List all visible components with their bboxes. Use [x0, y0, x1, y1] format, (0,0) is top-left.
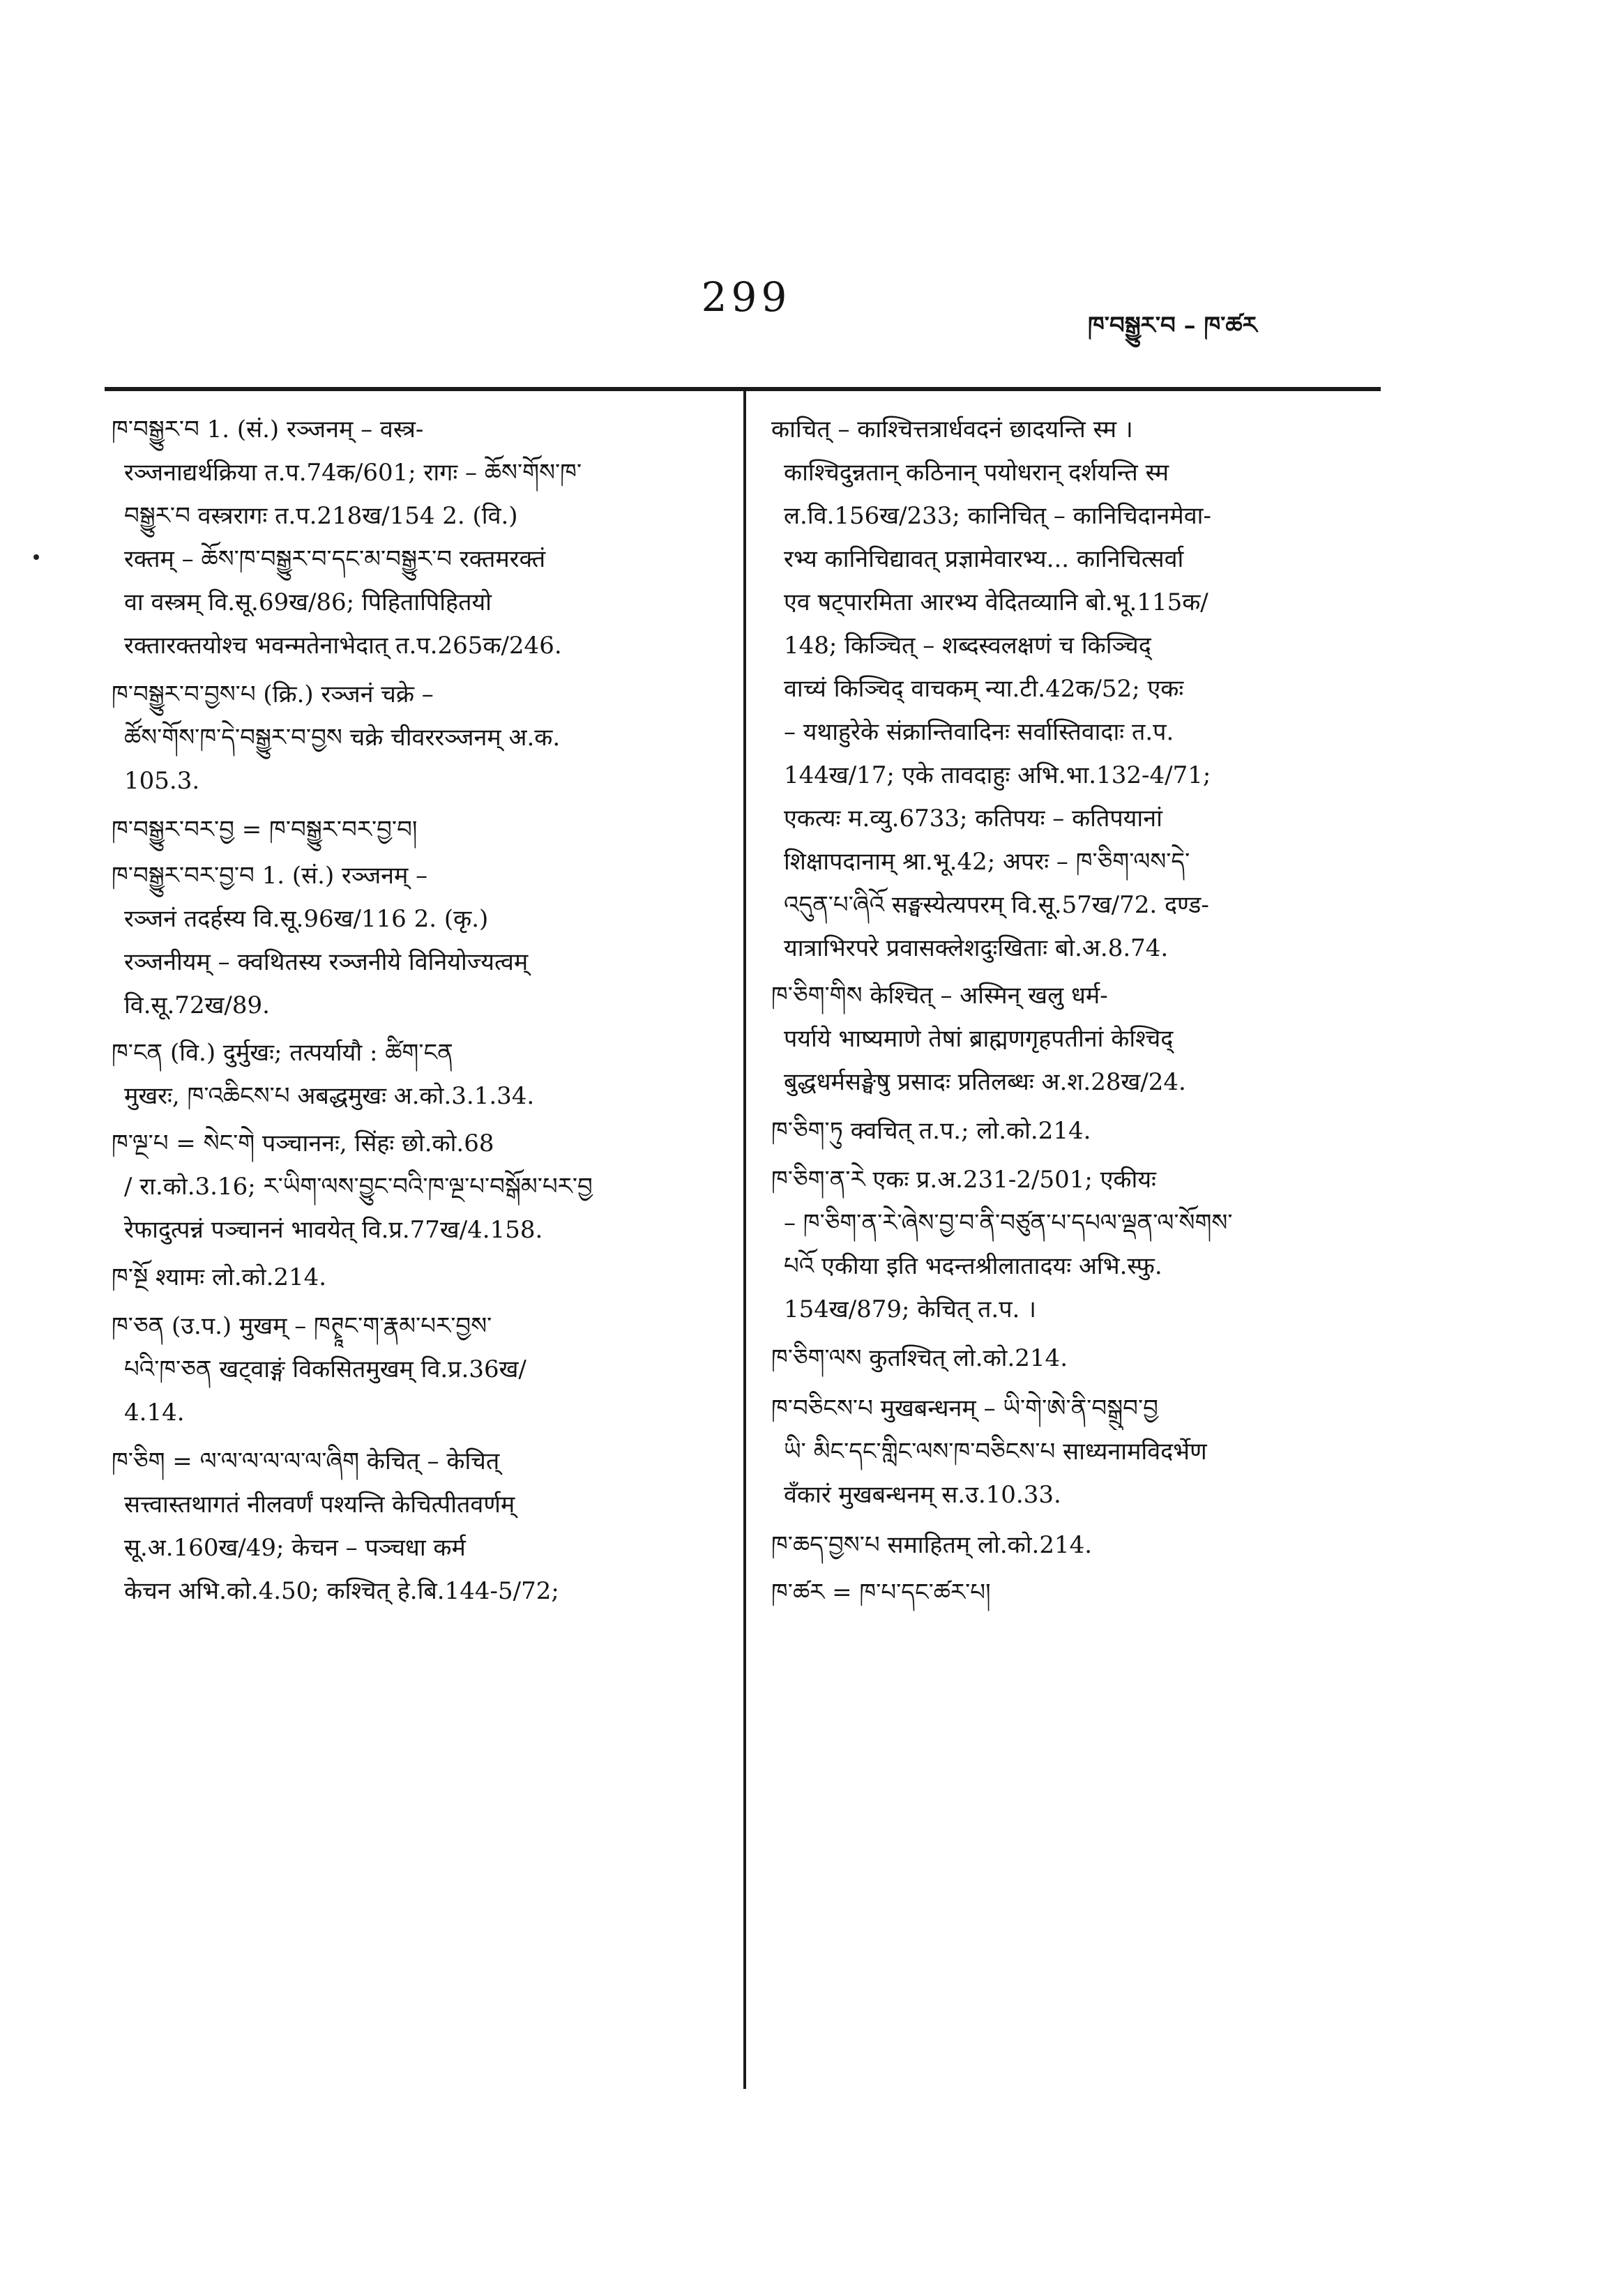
dictionary-entry: [112, 1440, 725, 1613]
entry-line: रक्तम् – ཆོས་ཁ་བསྒྱུར་བ་དང་མ་བསྒྱུར་བ रक्तमरक्तं: [124, 545, 546, 573]
dictionary-entry: [112, 673, 725, 803]
dictionary-entry: [771, 408, 1385, 970]
entry-line: रभ्य कानिचिद्यावत् प्रज्ञामेवारभ्य... कानिचित्सर्वा: [784, 545, 1184, 573]
margin-dot: [33, 554, 39, 560]
entry-headline: ཁ་ལྔ་པ = སེང་གེ पञ्चाननः, सिंहः छो.को.68: [112, 1130, 494, 1157]
entry-headline: ཁ་བསྒྱུར་བ 1. (सं.) रञ्जनम् – वस्त्र-: [112, 416, 424, 443]
entry-headline: ཁ་ངན (वि.) दुर्मुखः; तत्पर्यायौ : ཚིག་ངན: [112, 1039, 453, 1067]
entry-line: ཚོས་གོས་ཁ་དེ་བསྒྱུར་བ་བྱས चक्रे चीवररञ्जनम् अ.क.: [124, 724, 561, 752]
entry-line: 154ख/879; केचित् त.प. ।: [784, 1295, 1037, 1323]
entry-line: – यथाहुरेके संक्रान्तिवादिनः सर्वास्तिवादाः त.प.: [784, 718, 1174, 746]
dictionary-entry: [112, 1305, 725, 1434]
entry-line: रक्तारक्तयोश्च भवन्मतेनाभेदात् त.प.265क/246.: [124, 632, 562, 660]
entry-line: रञ्जनाद्यर्थक्रिया त.प.74क/601; रागः – ཆོས་གོས་ཁ་: [124, 459, 582, 487]
dictionary-entry: [112, 808, 725, 851]
dictionary-entry: [112, 1122, 725, 1252]
dictionary-entry: [112, 408, 725, 667]
entry-headline: काचित् – काश्चित्तत्रार्धवदनं छादयन्ति स्म ।: [771, 416, 1133, 443]
entry-line: शिक्षापदानाम् श्रा.भू.42; अपरः – ཁ་ཅིག་ལས་དེ་: [784, 848, 1190, 876]
entry-line: / रा.को.3.16; ར་ཡིག་ལས་བྱུང་བའི་ཁ་ལྔ་པ་བསྒོམ་པར་བྱ: [124, 1173, 593, 1201]
entry-line: ཡི་ མིང་དང་གླིང་ལས་ཁ་བཅིངས་པ साध्यनामविदर्भेण: [784, 1438, 1207, 1466]
entry-line: एकत्यः म.व्यु.6733; कतिपयः – कतिपयानां: [784, 805, 1162, 833]
entry-line: 105.3.: [124, 767, 200, 795]
entry-headline: ཁ་ཚར = ཁ་པ་དང་ཚར་པ།: [771, 1579, 991, 1606]
dictionary-entry: [771, 974, 1385, 1104]
column-divider: [743, 390, 746, 2089]
entry-line: བསྒྱུར་བ वस्त्ररागः त.प.218ख/154 2. (वि.): [124, 502, 518, 530]
entry-headline: ཁ་ཅིག = ལ་ལ་ལ་ལ་ལ་ལ་ཞིག केचित् – केचित्: [112, 1447, 500, 1475]
entry-line: वाच्यं किञ्चिद् वाचकम् न्या.टी.42क/52; एकः: [784, 675, 1184, 703]
entry-headline: ཁ་ཅིག་ལས कुतश्चित् लो.को.214.: [771, 1344, 1068, 1372]
dictionary-entry: [112, 854, 725, 1027]
left-column: [112, 408, 725, 1613]
entry-line: एव षट्पारमिता आरभ्य वेदितव्यानि बो.भू.115क/: [784, 588, 1208, 616]
dictionary-entry: [112, 1256, 725, 1299]
entry-line: मुखरः, ཁ་འཆིངས་པ अबद्धमुखः अ.को.3.1.34.: [124, 1082, 535, 1110]
entry-line: ल.वि.156ख/233; कानिचित् – कानिचिदानमेवा-: [784, 502, 1211, 530]
entry-headline: ཁ་ཅིག་ཏུ क्वचित् त.प.; लो.को.214.: [771, 1117, 1091, 1145]
header-rule: [105, 387, 1381, 391]
entry-line: रञ्जनं तदर्हस्य वि.सू.96ख/116 2. (कृ.): [124, 905, 489, 933]
dictionary-entry: [771, 1523, 1385, 1567]
right-column: [771, 408, 1385, 1614]
dictionary-entry: [771, 1109, 1385, 1153]
entry-line: यात्राभिरपरे प्रवासक्लेशदुःखिताः बो.अ.8.74.: [784, 934, 1169, 962]
entry-line: པའོ एकीया इति भदन्तश्रीलातादयः अभि.स्फु.: [784, 1252, 1162, 1280]
running-head: ཁ་བསྒྱུར་བ – ཁ་ཚར: [1088, 312, 1257, 340]
entry-line: पर्याये भाष्यमाणे तेषां ब्राह्मणगृहपतीनां केश्चिद्: [784, 1025, 1174, 1053]
entry-line: वा वस्त्रम् वि.सू.69ख/86; पिहितापिहितयो: [124, 588, 492, 616]
entry-line: 144ख/17; एके तावदाहुः अभि.भा.132-4/71;: [784, 761, 1211, 789]
entry-line: वँकारं मुखबन्धनम् स.उ.10.33.: [784, 1481, 1061, 1509]
dictionary-entry: [771, 1337, 1385, 1380]
entry-headline: ཁ་བསྒྱུར་བ་བྱས་པ (क्रि.) रञ्जनं चक्रे –: [112, 681, 434, 708]
entry-line: འདུན་པ་ཞིའོ सङ्घस्येत्यपरम् वि.सू.57ख/72. दण्ड-: [784, 891, 1209, 919]
entry-line: – ཁ་ཅིག་ན་རེ་ཞེས་བྱ་བ་ནི་བཙུན་པ་དཔལ་ལྡན་ལ་སོགས་: [784, 1209, 1233, 1237]
entry-line: 148; किञ्चित् – शब्दस्वलक्षणं च किञ्चिद्: [784, 632, 1151, 660]
entry-line: वि.सू.72ख/89.: [124, 991, 270, 1019]
entry-headline: ཁ་སྔོ श्यामः लो.को.214.: [112, 1263, 327, 1291]
entry-line: 4.14.: [124, 1399, 185, 1427]
entry-line: केचन अभि.को.4.50; कश्चित् हे.बि.144-5/72;: [124, 1577, 559, 1605]
entry-line: सत्त्वास्तथागतं नीलवर्णं पश्यन्ति केचित्पीतवर्णम्: [124, 1491, 515, 1519]
entry-line: बुद्धधर्मसङ्घेषु प्रसादः प्रतिलब्धः अ.श.28ख/24.: [784, 1068, 1186, 1096]
dictionary-entry: [771, 1158, 1385, 1331]
entry-line: रेफादुत्पन्नं पञ्चाननं भावयेत् वि.प्र.77ख/4.158.: [124, 1216, 543, 1244]
dictionary-entry: [771, 1571, 1385, 1614]
entry-headline: ཁ་བསྒྱུར་བར་བྱ་བ 1. (सं.) रञ्जनम् –: [112, 862, 428, 890]
page-number: 299: [701, 273, 791, 321]
entry-headline: ཁ་ཅིག་ན་རེ एकः प्र.अ.231-2/501; एकीयः: [771, 1166, 1156, 1194]
entry-headline: ཁ་ཆད་བྱས་པ समाहितम् लो.को.214.: [771, 1531, 1093, 1559]
entry-line: काश्चिदुन्नतान् कठिनान् पयोधरान् दर्शयन्ति स्म: [784, 459, 1169, 487]
dictionary-entry: [771, 1387, 1385, 1516]
entry-line: པའི་ཁ་ཅན खट्वाङ्गं विकसितमुखम् वि.प्र.36ख/: [124, 1355, 526, 1383]
dictionary-entry: [112, 1031, 725, 1118]
entry-headline: ཁ་ཅིག་གིས केश्चित् – अस्मिन् खलु धर्म-: [771, 982, 1108, 1010]
entry-headline: ཁ་བསྒྱུར་བར་བྱ = ཁ་བསྒྱུར་བར་བྱ་བ།: [112, 816, 418, 844]
entry-line: सू.अ.160ख/49; केचन – पञ्चधा कर्म: [124, 1534, 466, 1562]
entry-headline: ཁ་བཅིངས་པ मुखबन्धनम् – ཡི་གེ་ཨེ་ནི་བསྒྲུབ་བྱ: [771, 1394, 1158, 1422]
entry-line: रञ्जनीयम् – क्वथितस्य रञ्जनीये विनियोज्यत्वम्: [124, 948, 529, 976]
entry-headline: ཁ་ཅན (उ.प.) मुखम् – ཁཊྭཱང་ག་རྣམ་པར་བྱས་: [112, 1312, 492, 1340]
